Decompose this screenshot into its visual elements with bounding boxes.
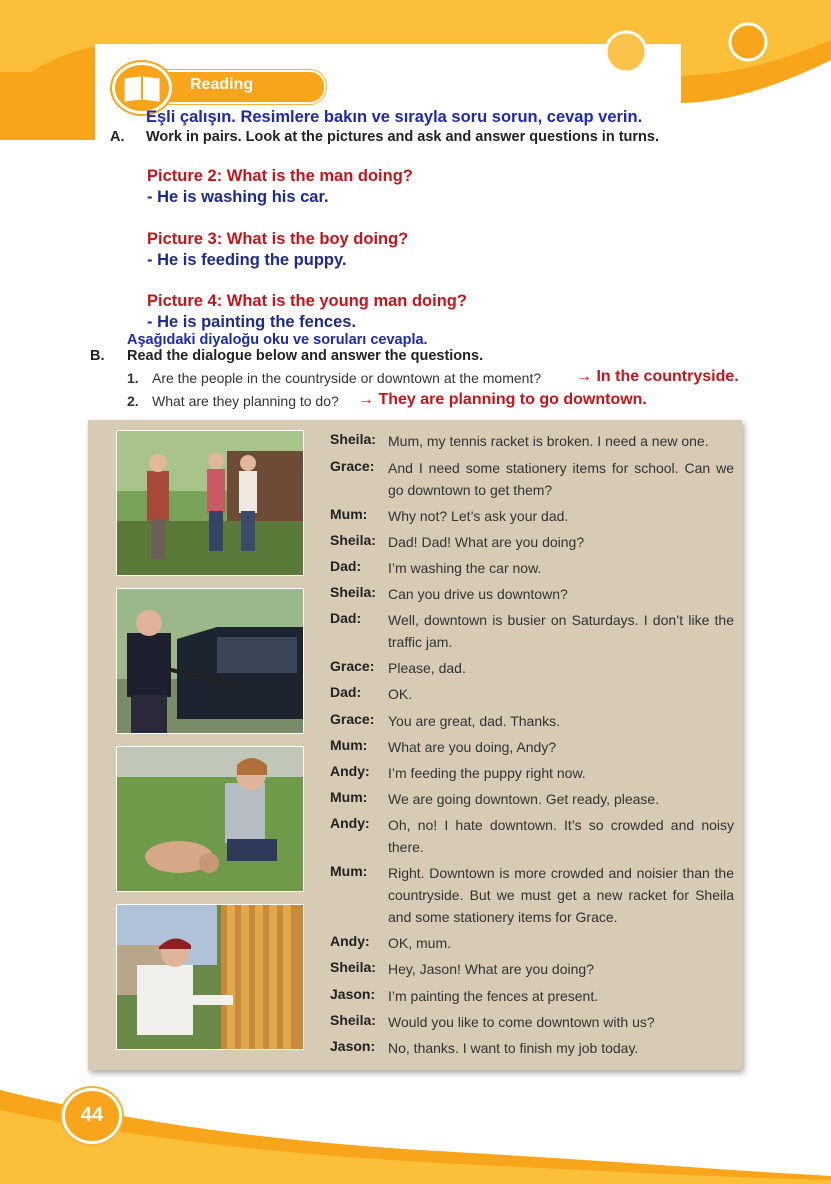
dialogue-line: You are great, dad. Thanks. bbox=[388, 713, 561, 729]
dialogue-speaker: Dad: bbox=[330, 684, 362, 700]
dialogue-speaker: Sheila: bbox=[330, 1012, 376, 1028]
dialogue-line: OK, mum. bbox=[388, 935, 452, 951]
dialogue-speaker: Dad: bbox=[330, 610, 362, 626]
dialogue-speaker: Jason: bbox=[330, 986, 376, 1002]
book-icon bbox=[112, 62, 172, 114]
question-text: Are the people in the countryside or downtown at the moment? bbox=[152, 370, 542, 386]
dialogue-line: I’m feeding the puppy right now. bbox=[388, 765, 586, 781]
dialogue-line: I’m washing the car now. bbox=[388, 560, 542, 576]
question-text: What are they planning to do? bbox=[152, 393, 339, 409]
dialogue-speaker: Dad: bbox=[330, 558, 362, 574]
dialogue-line: OK. bbox=[388, 686, 413, 702]
dialogue-line: Can you drive us downtown? bbox=[388, 586, 568, 602]
question-number: 1. bbox=[127, 370, 139, 386]
qa-question: Picture 3: What is the boy doing? bbox=[147, 230, 409, 248]
dialogue-speaker: Mum: bbox=[330, 506, 368, 522]
picture-family-gardening bbox=[116, 430, 304, 576]
exercise-a-instruction: Work in pairs. Look at the pictures and ask and answer questions in turns. bbox=[146, 129, 659, 145]
dialogue-speaker: Grace: bbox=[330, 458, 375, 474]
dialogue-line: And I need some stationery items for school. Can we go downtown to get them? bbox=[388, 460, 734, 498]
dialogue-line: Please, dad. bbox=[388, 660, 466, 676]
dialogue-speaker: Sheila: bbox=[330, 959, 376, 975]
qa-answer: - He is painting the fences. bbox=[147, 313, 357, 331]
qa-question: Picture 2: What is the man doing? bbox=[147, 167, 413, 185]
qa-answer: - He is feeding the puppy. bbox=[147, 251, 347, 269]
dialogue-line: Would you like to come downtown with us? bbox=[388, 1014, 655, 1030]
exercise-b-instruction: Read the dialogue below and answer the questions. bbox=[127, 348, 484, 364]
picture-young-man-painting-fence bbox=[116, 904, 304, 1050]
dialogue-speaker: Grace: bbox=[330, 711, 375, 727]
dialogue-speaker: Grace: bbox=[330, 658, 375, 674]
exercise-b-turkish: Aşağıdaki diyaloğu oku ve soruları cevapla. bbox=[127, 332, 428, 348]
dialogue-line: Mum, my tennis racket is broken. I need a new one. bbox=[388, 433, 709, 449]
dialogue-speaker: Mum: bbox=[330, 737, 368, 753]
dialogue-line: I’m painting the fences at present. bbox=[388, 988, 599, 1004]
dialogue-speaker: Andy: bbox=[330, 933, 370, 949]
dialogue-line: Hey, Jason! What are you doing? bbox=[388, 961, 594, 977]
exercise-a-letter: A. bbox=[110, 129, 125, 145]
picture-man-washing-car bbox=[116, 588, 304, 734]
question-answer: → They are planning to go downtown. bbox=[358, 391, 647, 408]
dialogue-speaker: Sheila: bbox=[330, 584, 376, 600]
exercise-a-turkish: Eşli çalışın. Resimlere bakın ve sırayla soru sorun, cevap verin. bbox=[146, 108, 643, 126]
dialogue-speaker: Sheila: bbox=[330, 431, 376, 447]
question-number: 2. bbox=[127, 393, 139, 409]
bottom-wave-decoration bbox=[0, 1060, 831, 1184]
dialogue-speaker: Sheila: bbox=[330, 532, 376, 548]
dialogue-line: No, thanks. I want to finish my job today. bbox=[388, 1040, 639, 1056]
dialogue-line: Dad! Dad! What are you doing? bbox=[388, 534, 585, 550]
qa-question: Picture 4: What is the young man doing? bbox=[147, 292, 467, 310]
section-title: Reading bbox=[190, 76, 254, 93]
dialogue-line: Right. Downtown is more crowded and noisier than the countryside. But we must get a new racket for Sheila and some stationery items for Grace. bbox=[388, 865, 734, 925]
dialogue-line: We are going downtown. Get ready, please. bbox=[388, 791, 660, 807]
dialogue-line: Well, downtown is busier on Saturdays. I don’t like the traffic jam. bbox=[388, 612, 734, 650]
dialogue-speaker: Jason: bbox=[330, 1038, 376, 1054]
qa-answer: - He is washing his car. bbox=[147, 188, 329, 206]
dialogue-speaker: Mum: bbox=[330, 863, 368, 879]
dialogue-line: Why not? Let’s ask your dad. bbox=[388, 508, 569, 524]
dialogue-speaker: Andy: bbox=[330, 815, 370, 831]
page-number: 44 bbox=[62, 1088, 122, 1144]
dialogue-line: Oh, no! I hate downtown. It’s so crowded and noisy there. bbox=[388, 817, 734, 855]
dialogue-speaker: Andy: bbox=[330, 763, 370, 779]
question-answer: → In the countryside. bbox=[576, 368, 739, 385]
dialogue-speaker: Mum: bbox=[330, 789, 368, 805]
exercise-b-letter: B. bbox=[90, 348, 105, 364]
dialogue-line: What are you doing, Andy? bbox=[388, 739, 557, 755]
picture-boy-feeding-puppy bbox=[116, 746, 304, 892]
